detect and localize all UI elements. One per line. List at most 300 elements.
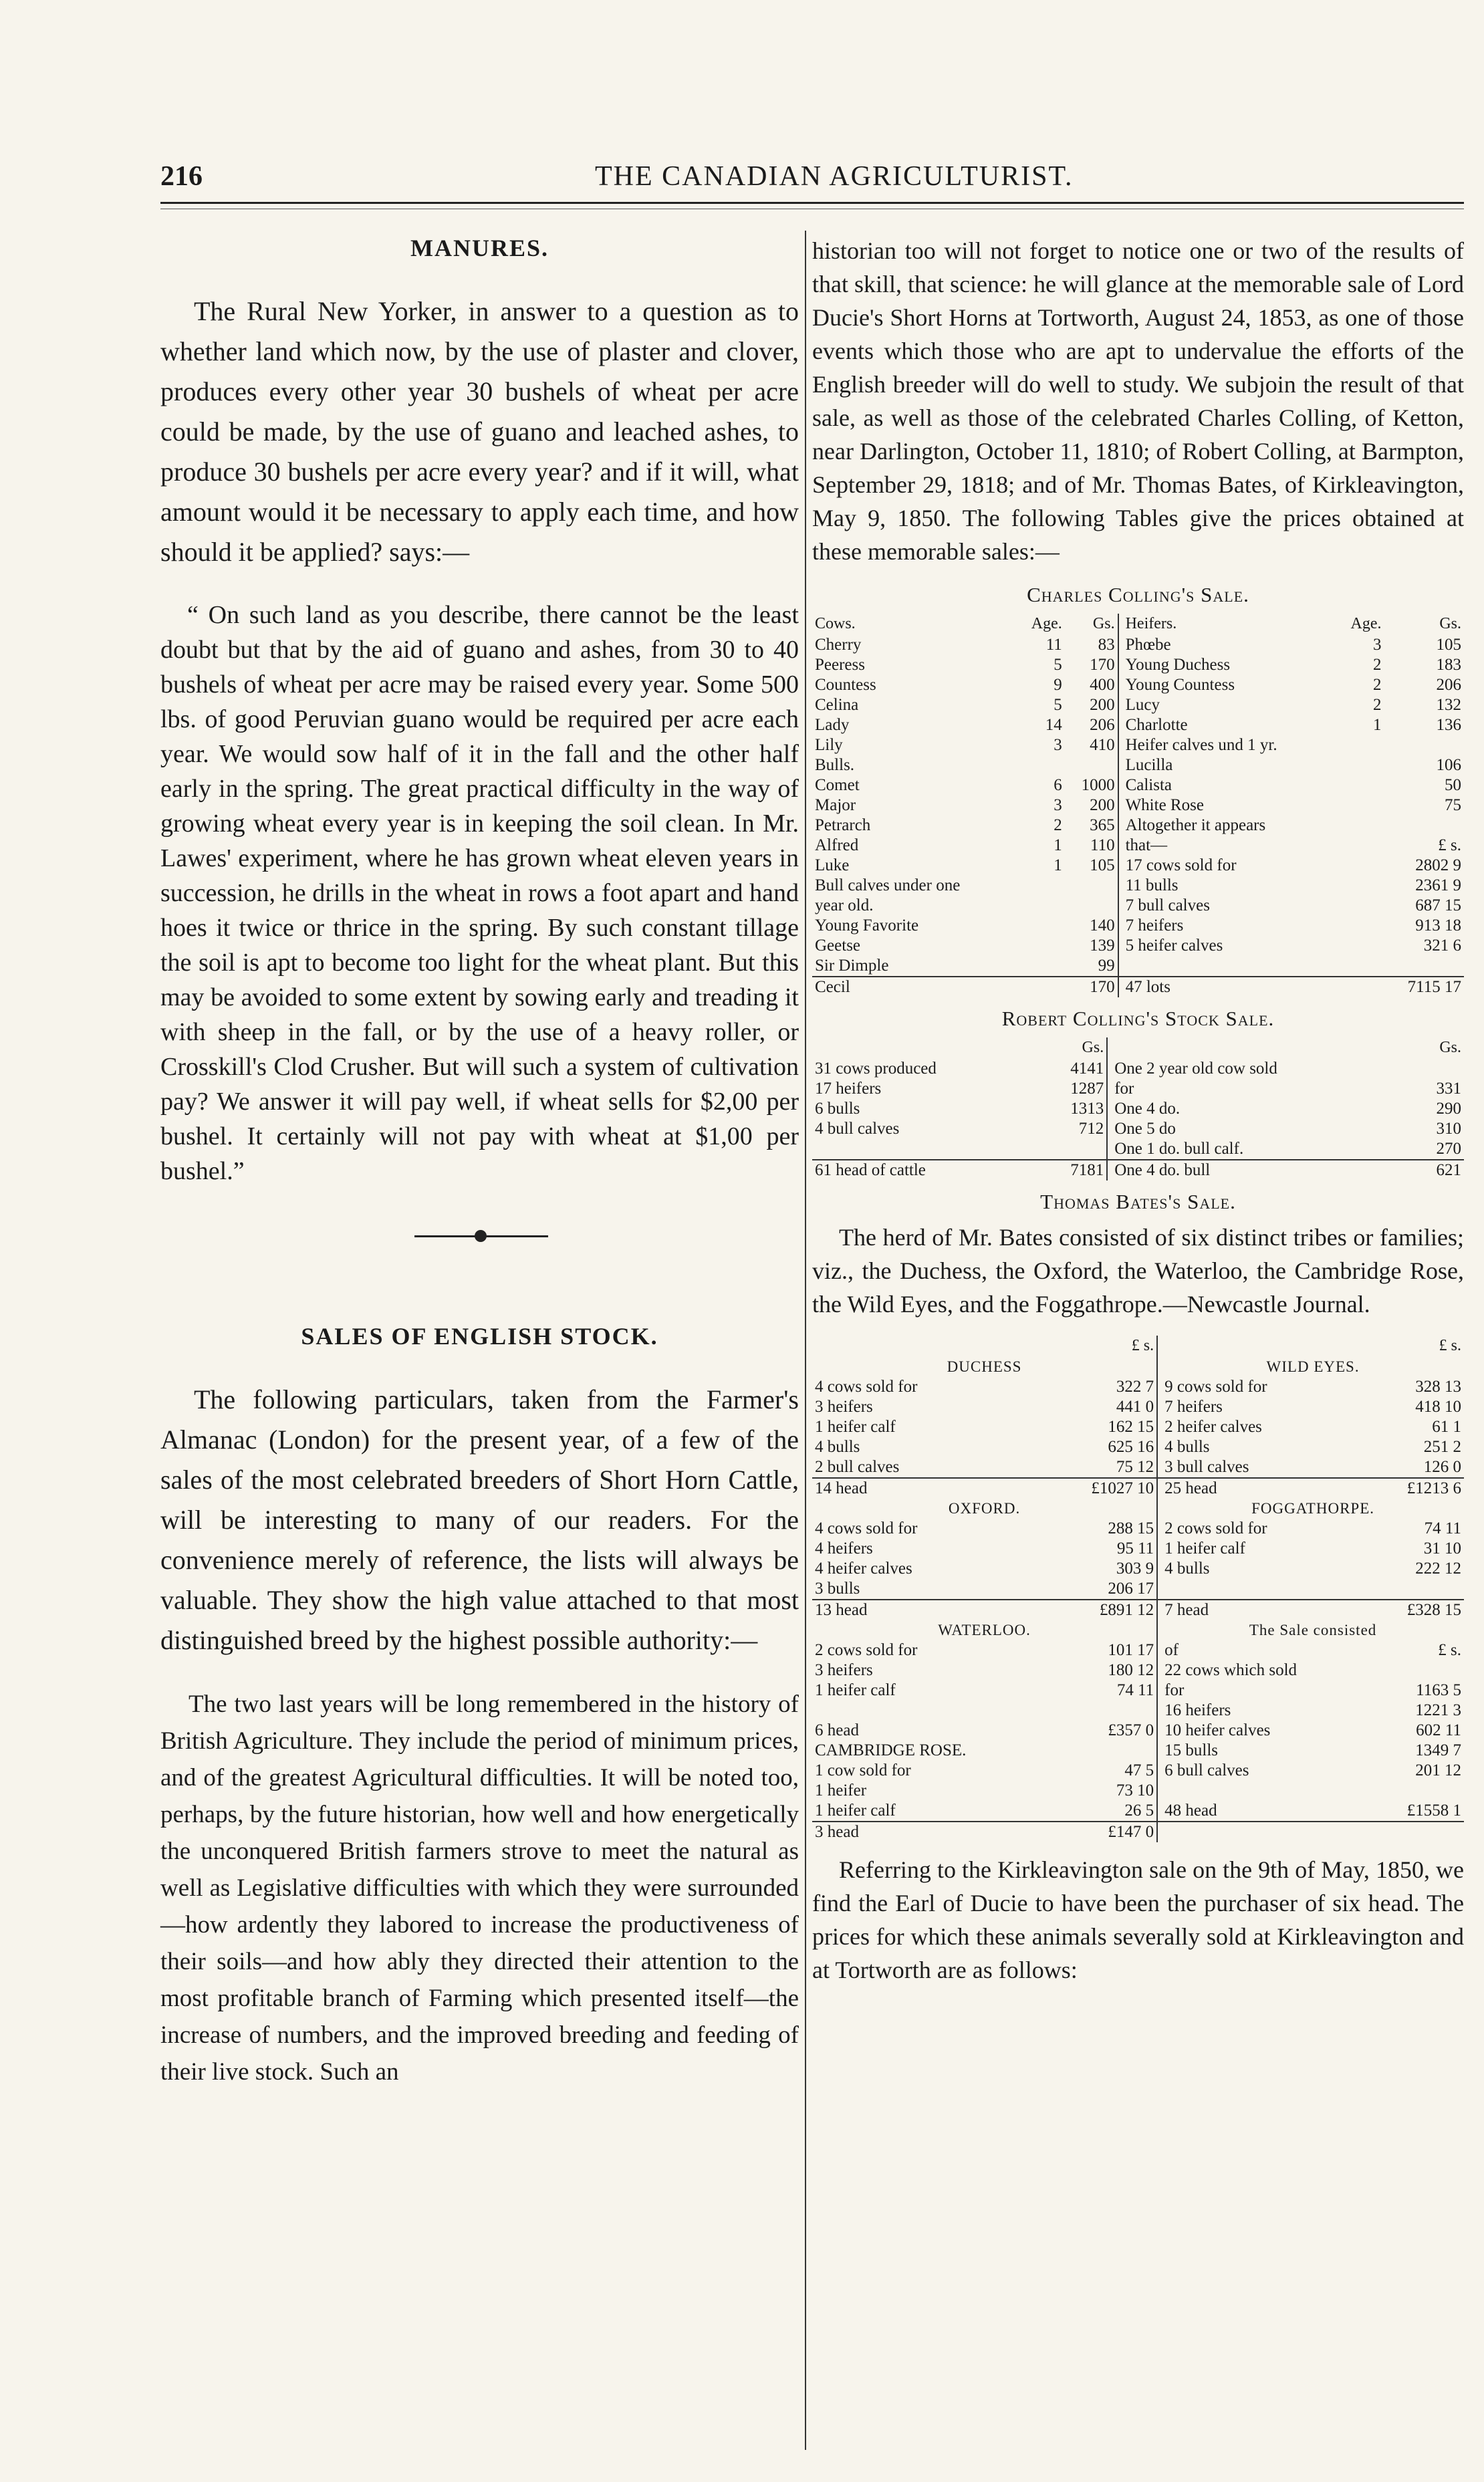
table-cell: 2 bbox=[1054, 816, 1062, 834]
table-cell bbox=[1162, 1579, 1372, 1600]
table-cell: 206 bbox=[1436, 676, 1461, 694]
charles-colling-table bbox=[812, 614, 1464, 997]
col-header: Heifers. bbox=[1125, 615, 1177, 632]
table-row bbox=[812, 1437, 1464, 1457]
table-cell: 2 bbox=[1372, 656, 1382, 674]
table-row bbox=[812, 1579, 1464, 1600]
table-cell bbox=[1016, 896, 1065, 916]
table-cell: 3 heifers bbox=[815, 1661, 873, 1679]
table-cell: 48 head bbox=[1164, 1802, 1217, 1820]
table-cell: 1 heifer calf bbox=[815, 1418, 896, 1436]
table-row bbox=[812, 1519, 1464, 1539]
table-cell: £147 0 bbox=[1052, 1822, 1157, 1842]
table-cell: 9 cows sold for bbox=[1164, 1378, 1267, 1396]
table-cell: 2 cows sold for bbox=[815, 1641, 918, 1659]
table-cell: 183 bbox=[1436, 656, 1461, 674]
table-cell: Bull calves under one bbox=[815, 876, 961, 894]
table-cell bbox=[1016, 916, 1065, 936]
table-cell: 418 10 bbox=[1415, 1398, 1461, 1416]
table-cell bbox=[1335, 856, 1384, 876]
table-cell bbox=[1016, 956, 1065, 977]
table-row bbox=[812, 896, 1464, 916]
table-cell bbox=[1372, 1781, 1464, 1801]
table-cell: 11 bulls bbox=[1125, 876, 1179, 894]
table-cell: 1 cow sold for bbox=[815, 1761, 911, 1779]
table-cell bbox=[1016, 936, 1065, 956]
table-cell: £ s. bbox=[1438, 836, 1461, 854]
table-cell: 31 10 bbox=[1423, 1539, 1461, 1558]
table-row bbox=[812, 1059, 1464, 1079]
table-cell: 4 bull calves bbox=[815, 1120, 900, 1138]
table-cell: 139 bbox=[1090, 937, 1115, 955]
table-cell bbox=[1016, 755, 1065, 775]
table-row bbox=[812, 1377, 1464, 1397]
table-row bbox=[812, 1099, 1464, 1119]
table-cell bbox=[1052, 1701, 1157, 1721]
table-cell: 3 bbox=[1372, 636, 1382, 654]
table-cell: 6 bulls bbox=[815, 1100, 860, 1118]
table-cell bbox=[1052, 1741, 1157, 1761]
table-cell: White Rose bbox=[1125, 796, 1204, 814]
table-row bbox=[812, 1640, 1464, 1660]
table-cell bbox=[1372, 1660, 1464, 1681]
table-cell: 105 bbox=[1436, 636, 1461, 654]
table-cell: 132 bbox=[1436, 696, 1461, 714]
table-cell: 126 0 bbox=[1423, 1458, 1461, 1476]
table-cell: 25 head bbox=[1162, 1478, 1372, 1499]
table-cell: 26 5 bbox=[1124, 1802, 1154, 1820]
table-cell: One 4 do. bbox=[1114, 1100, 1181, 1118]
table-row bbox=[812, 876, 1464, 896]
table-cell: 47 lots bbox=[1123, 977, 1336, 997]
bates-intro: The herd of Mr. Bates consisted of six distinct tribes or families; viz., the Duchess, the Oxford, the Waterloo, the Cambridge Rose, the Wild Eyes, and the Foggathrope.—Newcastle Journal. bbox=[812, 1224, 1464, 1318]
table-row bbox=[812, 856, 1464, 876]
table-row bbox=[812, 816, 1464, 836]
table-row bbox=[812, 655, 1464, 675]
table-row bbox=[812, 1079, 1464, 1099]
table-cell: 136 bbox=[1436, 716, 1461, 734]
table-cell: 290 bbox=[1436, 1100, 1461, 1118]
table-cell: 1163 5 bbox=[1416, 1681, 1461, 1699]
table-cell: Alfred bbox=[815, 836, 859, 854]
table-cell: 7 head bbox=[1162, 1600, 1372, 1620]
table-cell: 75 12 bbox=[1116, 1458, 1154, 1476]
total-row bbox=[812, 1822, 1464, 1842]
table-cell: £1558 1 bbox=[1406, 1802, 1461, 1820]
table-cell: 14 head bbox=[812, 1478, 1052, 1499]
table-cell bbox=[1123, 956, 1336, 977]
table-cell bbox=[1372, 1579, 1464, 1600]
table-cell: 31 cows produced bbox=[815, 1060, 937, 1078]
currency-header: £ s. bbox=[1131, 1337, 1154, 1354]
table-row bbox=[812, 795, 1464, 816]
table-cell: 61 1 bbox=[1432, 1418, 1461, 1436]
subtable-title-row bbox=[812, 1620, 1464, 1640]
table-cell: Phœbe bbox=[1125, 636, 1171, 654]
table-cell: Luke bbox=[815, 856, 850, 874]
table-cell: 101 17 bbox=[1108, 1641, 1154, 1659]
table-row bbox=[812, 1539, 1464, 1559]
table-cell: 74 11 bbox=[1424, 1519, 1461, 1537]
table-cell bbox=[1372, 1822, 1464, 1842]
manures-heading: MANURES. bbox=[410, 235, 549, 261]
table-cell: 7181 bbox=[1037, 1160, 1108, 1181]
table-cell: 2802 9 bbox=[1415, 856, 1461, 874]
table-cell: for bbox=[1164, 1681, 1185, 1699]
table-cell: 3 bbox=[1054, 736, 1062, 754]
table-cell bbox=[1162, 1781, 1372, 1801]
table-cell: 73 10 bbox=[1116, 1781, 1154, 1800]
total-row bbox=[812, 1478, 1464, 1499]
table-cell: 6 bbox=[1054, 776, 1062, 794]
table-cell: 6 head bbox=[815, 1721, 859, 1739]
table-cell: 162 15 bbox=[1108, 1418, 1154, 1436]
table-cell: WATERLOO. bbox=[938, 1622, 1031, 1638]
table-cell: 206 bbox=[1090, 716, 1115, 734]
table-cell: 222 12 bbox=[1415, 1560, 1461, 1578]
table-cell: Comet bbox=[815, 776, 860, 794]
table-row bbox=[812, 1417, 1464, 1437]
sales-intro: The following particulars, taken from the Farmer's Almanac (London) for the present year, of a few of the sales of the most celebrated breeders of Short Horn Cattle, will be interesting to many of our readers. For the convenience merely of reference, the lists will always be valuable. They show the high value attached to that most distinguished breed by the highest possible authority:— bbox=[160, 1384, 799, 1655]
total-row bbox=[812, 1600, 1464, 1620]
table-cell: 2 cows sold for bbox=[1164, 1519, 1267, 1537]
table-cell: Young Favorite bbox=[815, 916, 919, 935]
table-cell: 1 bbox=[1372, 716, 1382, 734]
table-cell: 3 heifers bbox=[815, 1398, 873, 1416]
table-cell: 1287 bbox=[1070, 1080, 1104, 1098]
table-cell: Peeress bbox=[815, 656, 865, 674]
table-cell: 9 bbox=[1054, 676, 1062, 694]
subtable-title-row bbox=[812, 1357, 1464, 1377]
table-row bbox=[812, 1681, 1464, 1701]
right-column bbox=[812, 234, 1464, 2001]
table-cell: One 4 do. bull bbox=[1112, 1160, 1410, 1181]
table-cell: £1213 6 bbox=[1372, 1478, 1464, 1499]
table-header-row bbox=[812, 614, 1464, 635]
running-header bbox=[160, 160, 1464, 201]
table-cell: Bulls. bbox=[815, 756, 855, 774]
table-cell: 1221 3 bbox=[1415, 1701, 1461, 1719]
table-cell: 328 13 bbox=[1415, 1378, 1461, 1396]
table-cell: 95 11 bbox=[1116, 1539, 1154, 1558]
table-cell: 74 11 bbox=[1116, 1681, 1154, 1699]
table-cell: 2 bbox=[1372, 676, 1382, 694]
section-ornament bbox=[160, 1215, 799, 1262]
table-cell: Major bbox=[815, 796, 856, 814]
charles-colling-title: Charles Colling's Sale. bbox=[1027, 583, 1249, 606]
column-divider bbox=[805, 231, 806, 2450]
table-cell: 170 bbox=[1065, 977, 1118, 997]
table-cell: 1 heifer bbox=[815, 1781, 867, 1800]
journal-title: THE CANADIAN AGRICULTURIST. bbox=[595, 161, 1074, 192]
table-cell bbox=[1335, 735, 1384, 755]
table-cell: 2 bbox=[1372, 696, 1382, 714]
table-cell: 15 bulls bbox=[1164, 1741, 1219, 1759]
table-cell: 1 bbox=[1054, 836, 1062, 854]
table-cell bbox=[1335, 795, 1384, 816]
table-cell: 270 bbox=[1436, 1140, 1461, 1158]
col-header: Cows. bbox=[815, 615, 856, 632]
table-row bbox=[812, 1160, 1464, 1181]
thomas-bates-table bbox=[812, 1336, 1464, 1842]
table-cell: 6 bull calves bbox=[1164, 1761, 1249, 1779]
table-cell: 13 head bbox=[812, 1600, 1052, 1620]
col-header: Gs. bbox=[1082, 1039, 1104, 1056]
table-cell: 5 bbox=[1054, 656, 1062, 674]
table-cell: 321 6 bbox=[1423, 937, 1461, 955]
table-row bbox=[812, 675, 1464, 695]
table-cell: 602 11 bbox=[1416, 1721, 1461, 1739]
table-cell: 288 15 bbox=[1108, 1519, 1154, 1537]
col-header: Gs. bbox=[1092, 615, 1115, 632]
table-cell: Lady bbox=[815, 716, 850, 734]
col-header: Gs. bbox=[1439, 1039, 1461, 1056]
table-cell: 180 12 bbox=[1108, 1661, 1154, 1679]
sales-continuation: historian too will not forget to notice one or two of the results of that skill, that science: he will glance at the memorable sale of Lord Ducie's Short Horns at Tortworth, August 24, 1853, as one of those events which those who are apt to undervalue the efforts of the English breeder will do well to study. We subjoin the result of that sale, as well as those of the celebrated Charles Colling, of Ketton, near Darlington, October 11, 1810; of Robert Colling, at Barmpton, September 29, 1818; and of Mr. Thomas Bates, of Kirkleavington, May 9, 1850. The following Tables give the prices obtained at these memorable sales:— bbox=[812, 237, 1464, 565]
table-cell: 106 bbox=[1436, 756, 1461, 774]
table-cell: 1 heifer calf bbox=[1164, 1539, 1245, 1558]
table-cell: 3 bbox=[1054, 796, 1062, 814]
sales-heading: SALES OF ENGLISH STOCK. bbox=[301, 1323, 658, 1350]
table-cell: 2 bull calves bbox=[815, 1458, 900, 1476]
table-cell: 3 bulls bbox=[815, 1580, 860, 1598]
table-cell: 4141 bbox=[1070, 1060, 1104, 1078]
table-row bbox=[812, 977, 1464, 997]
table-row bbox=[812, 735, 1464, 755]
table-cell bbox=[1016, 977, 1065, 997]
table-row bbox=[812, 1139, 1464, 1160]
table-cell: 365 bbox=[1090, 816, 1115, 834]
col-header: Gs. bbox=[1439, 615, 1461, 632]
table-cell: Young Duchess bbox=[1125, 656, 1231, 674]
table-cell: 4 bulls bbox=[1164, 1560, 1210, 1578]
table-cell: Lily bbox=[815, 736, 843, 754]
robert-colling-table bbox=[812, 1037, 1464, 1181]
table-header-row bbox=[812, 1336, 1464, 1357]
table-cell bbox=[1065, 755, 1118, 775]
table-cell bbox=[1335, 775, 1384, 795]
table-row bbox=[812, 1559, 1464, 1579]
table-cell: 7 heifers bbox=[1164, 1398, 1223, 1416]
table-cell bbox=[1335, 876, 1384, 896]
table-cell bbox=[1384, 816, 1464, 836]
table-row bbox=[812, 916, 1464, 936]
table-cell: Altogether it appears bbox=[1125, 816, 1266, 834]
table-cell: £357 0 bbox=[1108, 1721, 1154, 1739]
table-cell: Sir Dimple bbox=[815, 957, 889, 975]
table-cell: 2361 9 bbox=[1415, 876, 1461, 894]
table-cell: The Sale consisted bbox=[1249, 1622, 1377, 1638]
table-row bbox=[812, 1457, 1464, 1478]
table-cell: FOGGATHORPE. bbox=[1251, 1500, 1375, 1517]
table-cell bbox=[1065, 876, 1118, 896]
table-cell: 3 head bbox=[812, 1822, 1052, 1842]
table-cell bbox=[1335, 755, 1384, 775]
table-cell: OXFORD. bbox=[948, 1500, 1021, 1517]
table-cell: 99 bbox=[1098, 957, 1115, 975]
table-cell bbox=[1016, 876, 1065, 896]
table-cell: 625 16 bbox=[1108, 1438, 1154, 1456]
table-cell bbox=[1037, 1139, 1108, 1160]
table-cell: CAMBRIDGE ROSE. bbox=[815, 1741, 967, 1759]
table-cell: One 5 do bbox=[1114, 1120, 1176, 1138]
table-cell: 4 bulls bbox=[815, 1438, 860, 1456]
table-cell: 4 cows sold for bbox=[815, 1378, 918, 1396]
table-cell: Geetse bbox=[815, 937, 861, 955]
table-cell bbox=[1384, 735, 1464, 755]
table-cell: 1349 7 bbox=[1415, 1741, 1461, 1759]
table-cell bbox=[1335, 936, 1384, 956]
table-cell: 110 bbox=[1090, 836, 1115, 854]
table-row bbox=[812, 1741, 1464, 1761]
table-cell: 47 5 bbox=[1124, 1761, 1154, 1779]
table-cell: 14 bbox=[1045, 716, 1062, 734]
table-cell: One 1 do. bull calf. bbox=[1114, 1140, 1244, 1158]
table-cell: 50 bbox=[1445, 776, 1461, 794]
table-cell: 1 heifer calf bbox=[815, 1802, 896, 1820]
table-cell: that— bbox=[1125, 836, 1168, 854]
left-column bbox=[160, 234, 799, 2090]
table-cell bbox=[1335, 896, 1384, 916]
table-cell: WILD EYES. bbox=[1266, 1358, 1360, 1375]
table-cell: £891 12 bbox=[1052, 1600, 1157, 1620]
table-cell: 83 bbox=[1098, 636, 1115, 654]
table-cell: Countess bbox=[815, 676, 876, 694]
table-cell: 5 heifer calves bbox=[1125, 937, 1223, 955]
table-cell: 913 18 bbox=[1415, 916, 1461, 935]
table-row bbox=[812, 755, 1464, 775]
table-row bbox=[812, 715, 1464, 735]
table-cell: Lucilla bbox=[1125, 756, 1173, 774]
table-cell: 140 bbox=[1090, 916, 1115, 935]
table-cell: 17 cows sold for bbox=[1125, 856, 1237, 874]
col-header: Age. bbox=[1350, 615, 1382, 632]
table-cell: 400 bbox=[1090, 676, 1115, 694]
thomas-bates-title: Thomas Bates's Sale. bbox=[1040, 1190, 1236, 1213]
table-cell: Petrarch bbox=[815, 816, 871, 834]
table-cell: 251 2 bbox=[1423, 1438, 1461, 1456]
table-cell: 322 7 bbox=[1116, 1378, 1154, 1396]
table-cell: 7115 17 bbox=[1384, 977, 1464, 997]
table-cell: 11 bbox=[1045, 636, 1062, 654]
table-cell: Cecil bbox=[812, 977, 1016, 997]
sales-paragraph: The two last years will be long remembered in the history of British Agriculture. They include the period of minimum prices, and of the greatest Agricultural difficulties. It will be noted too, perhaps, by the future historian, how well and how energetically the unconquered British farmers strove to meet the natural as well as Legislative difficulties with which they were surrounded—how ardently they labored to increase the productiveness of their soils—and how ably they directed their attention to the most profitable branch of Farming which presented itself—the increase of numbers, and the improved breeding and feeding of their live stock. Such an bbox=[160, 1691, 799, 2086]
table-cell: 16 heifers bbox=[1164, 1701, 1231, 1719]
table-row bbox=[812, 836, 1464, 856]
table-cell: Lucy bbox=[1125, 696, 1160, 714]
table-cell: 7 bull calves bbox=[1125, 896, 1210, 914]
table-cell: £328 15 bbox=[1372, 1600, 1464, 1620]
table-cell: 4 heifers bbox=[815, 1539, 873, 1558]
table-row bbox=[812, 1721, 1464, 1741]
table-cell bbox=[1410, 1059, 1464, 1079]
table-cell: Young Countess bbox=[1125, 676, 1235, 694]
table-cell: 17 heifers bbox=[815, 1080, 882, 1098]
table-cell: Charlotte bbox=[1125, 716, 1188, 734]
table-cell: 206 17 bbox=[1108, 1580, 1154, 1598]
table-cell: 621 bbox=[1410, 1160, 1464, 1181]
table-cell bbox=[1065, 896, 1118, 916]
table-cell: 4 cows sold for bbox=[815, 1519, 918, 1537]
table-cell: 331 bbox=[1436, 1080, 1461, 1098]
table-row bbox=[812, 1701, 1464, 1721]
table-row bbox=[812, 1761, 1464, 1781]
table-row bbox=[812, 956, 1464, 977]
header-rule bbox=[160, 202, 1464, 204]
table-cell bbox=[1384, 956, 1464, 977]
table-header-row bbox=[812, 1037, 1464, 1059]
table-cell: 105 bbox=[1090, 856, 1115, 874]
table-cell bbox=[1335, 977, 1384, 997]
table-cell: 3 bull calves bbox=[1164, 1458, 1249, 1476]
table-cell bbox=[1335, 816, 1384, 836]
manures-intro: The Rural New Yorker, in answer to a question as to whether land which now, by the use of plaster and clover, produces every other year 30 bushels of wheat per acre could be made, by the use of guano and leached ashes, to produce 30 bushels per acre every year? and if it will, what amount would it be necessary to apply each time, and how should it be applied? says:— bbox=[160, 296, 799, 567]
table-cell: 1000 bbox=[1081, 776, 1115, 794]
table-cell: 10 heifer calves bbox=[1164, 1721, 1271, 1739]
robert-colling-title: Robert Colling's Stock Sale. bbox=[1001, 1007, 1275, 1030]
table-row bbox=[812, 1660, 1464, 1681]
currency-header: £ s. bbox=[1439, 1337, 1461, 1354]
table-row bbox=[812, 936, 1464, 956]
table-row bbox=[812, 1781, 1464, 1801]
table-cell: Heifer calves und 1 yr. bbox=[1125, 736, 1277, 754]
closing-paragraph: Referring to the Kirkleavington sale on the 9th of May, 1850, we find the Earl of Ducie to have been the purchaser of six head. The prices for which these animals severally sold at Kirkleavington and at Tortworth are as follows: bbox=[812, 1856, 1464, 1983]
table-cell: 61 head of cattle bbox=[812, 1160, 1037, 1181]
table-cell: Celina bbox=[815, 696, 859, 714]
table-cell: 7 heifers bbox=[1125, 916, 1184, 935]
table-cell: 310 bbox=[1436, 1120, 1461, 1138]
table-row bbox=[812, 1397, 1464, 1417]
manures-quote: “ On such land as you describe, there cannot be the least doubt but that by the aid of guano and ashes, from 30 to 40 bushels of wheat per acre may be raised every year. Some 500 lbs. of good Peruvian guano would be required per acre each year. We would sow half of it in the fall and the other half early in the spring. The great practical difficulty in the way of growing wheat every year is in keeping the soil clean. In Mr. Lawes' experiment, where he has grown wheat eleven years in succession, he drills in the wheat in rows a foot apart and hand hoes it twice or thrice in the spring. By such constant tillage the soil is apt to become too light for the wheat plant. But this may be avoided to some extent by sowing early and treading it with sheep in the fall, or by the use of a heavy roller, or Crosskill's Clod Crusher. But will such a system of cultivation pay? We answer it will pay well, if wheat sells for $2,00 per bushel. It certainly will not pay with wheat at $1,00 per bushel.” bbox=[160, 601, 799, 1185]
table-row bbox=[812, 635, 1464, 655]
table-row bbox=[812, 775, 1464, 795]
table-cell bbox=[812, 1139, 1037, 1160]
table-cell: of bbox=[1164, 1641, 1179, 1659]
table-cell: 4 bulls bbox=[1164, 1438, 1210, 1456]
table-cell: 2 heifer calves bbox=[1164, 1418, 1262, 1436]
col-header: Age. bbox=[1031, 615, 1062, 632]
table-cell bbox=[1335, 916, 1384, 936]
table-cell: 712 bbox=[1078, 1120, 1104, 1138]
table-cell: One 2 year old cow sold bbox=[1114, 1060, 1277, 1078]
table-cell: 200 bbox=[1090, 796, 1115, 814]
table-cell bbox=[1335, 956, 1384, 977]
table-row bbox=[812, 1801, 1464, 1822]
table-cell: 22 cows which sold bbox=[1164, 1661, 1297, 1679]
table-cell: 1 heifer calf bbox=[815, 1681, 896, 1699]
table-cell: 410 bbox=[1090, 736, 1115, 754]
table-row bbox=[812, 1119, 1464, 1139]
table-cell: 200 bbox=[1090, 696, 1115, 714]
table-cell bbox=[1162, 1822, 1372, 1842]
table-cell bbox=[1335, 836, 1384, 856]
table-row bbox=[812, 695, 1464, 715]
table-cell: Cherry bbox=[815, 636, 862, 654]
page-number: 216 bbox=[160, 161, 203, 192]
table-cell bbox=[812, 1701, 1052, 1721]
table-cell: 1 bbox=[1054, 856, 1062, 874]
table-cell: 4 heifer calves bbox=[815, 1560, 912, 1578]
subtable-title-row bbox=[812, 1499, 1464, 1519]
table-cell: 303 9 bbox=[1116, 1560, 1154, 1578]
table-cell: £1027 10 bbox=[1052, 1478, 1157, 1499]
table-cell: 75 bbox=[1445, 796, 1461, 814]
table-cell: 687 15 bbox=[1415, 896, 1461, 914]
table-cell: 1313 bbox=[1070, 1100, 1104, 1118]
table-cell: for bbox=[1114, 1080, 1134, 1098]
table-cell: DUCHESS bbox=[947, 1358, 1022, 1375]
table-cell: 441 0 bbox=[1116, 1398, 1154, 1416]
